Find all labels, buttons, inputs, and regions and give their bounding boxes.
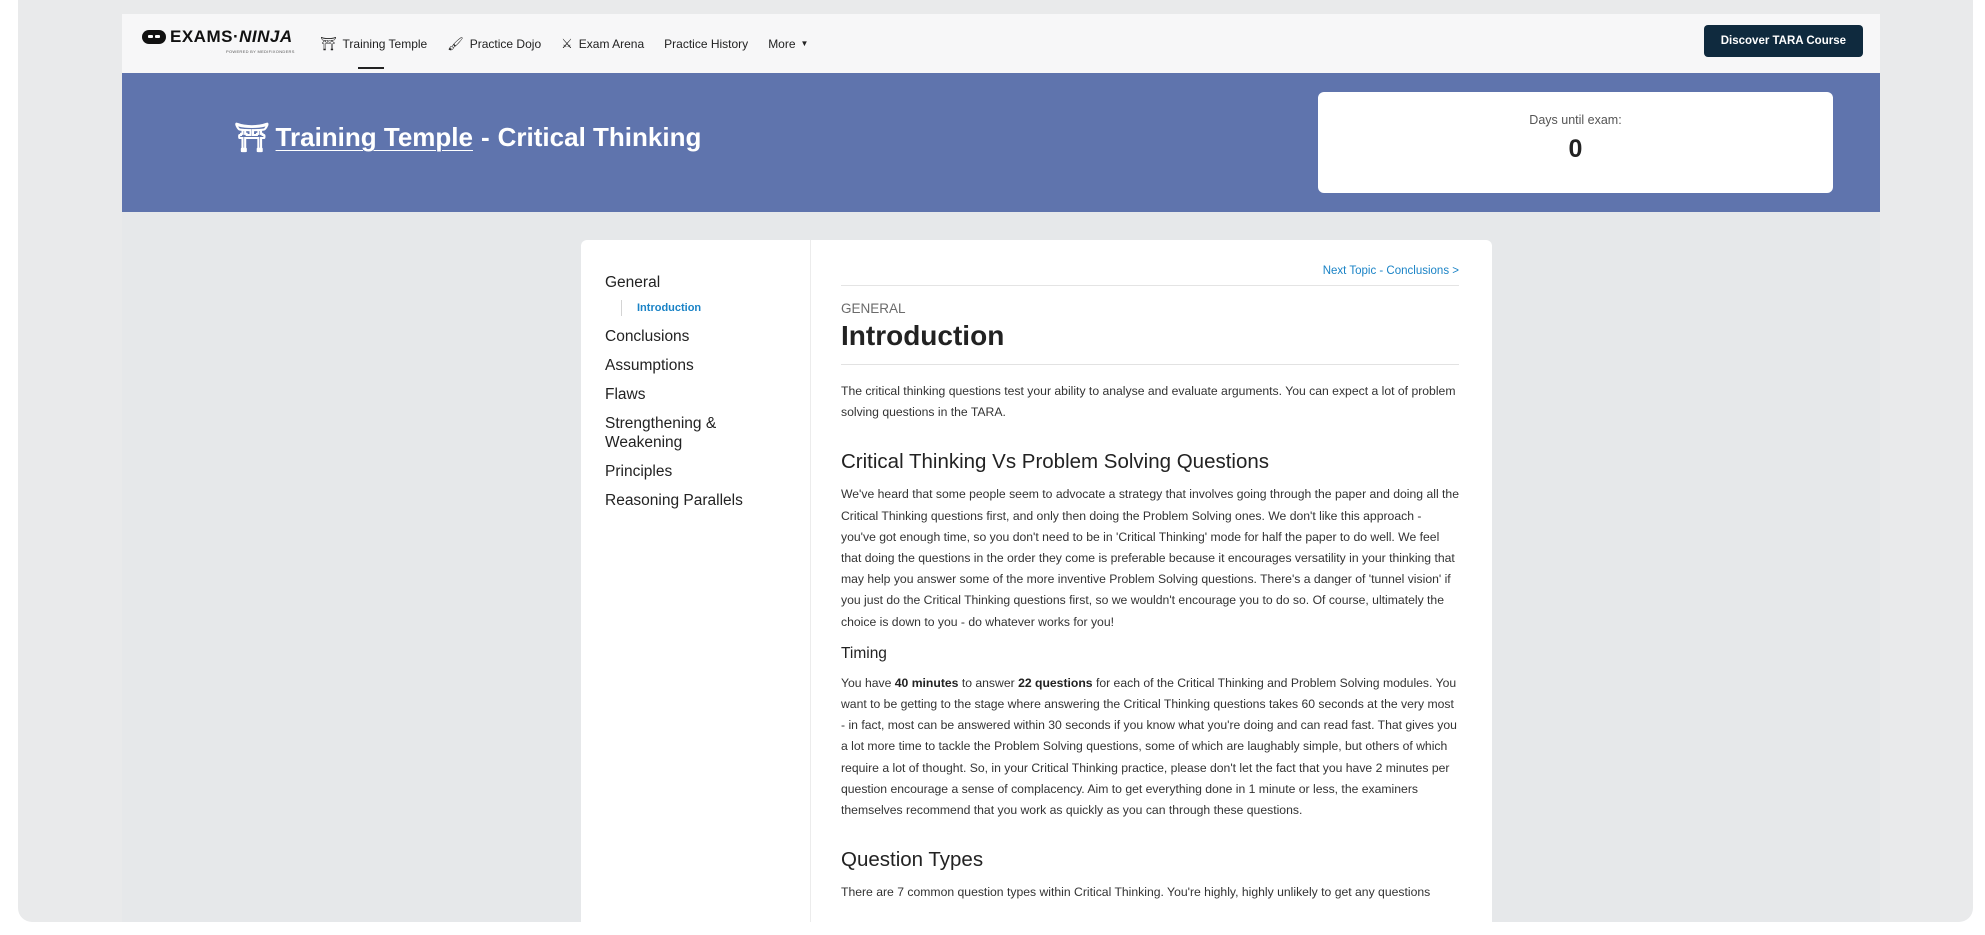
main-nav	[320, 14, 828, 73]
nav-label: Training Temple	[342, 36, 428, 51]
topic-list	[605, 273, 795, 520]
timing-paragraph	[841, 673, 1459, 821]
sidebar-item-conclusions[interactable]: Conclusions	[605, 328, 690, 345]
discover-tara-course-button[interactable]: Discover TARA Course	[1704, 25, 1863, 57]
topic-sidebar	[581, 240, 811, 922]
brush-icon: 🖌	[447, 35, 464, 51]
nav-more-dropdown[interactable]	[768, 14, 808, 73]
page	[122, 14, 1880, 922]
hero-banner	[122, 73, 1880, 212]
sidebar-item-general[interactable]: General	[605, 274, 661, 291]
nav-practice-dojo[interactable]	[447, 14, 541, 73]
training-temple-link[interactable]: Training Temple	[275, 122, 473, 152]
crossed-swords-icon: ⚔	[561, 35, 573, 51]
lesson-title: Introduction	[841, 320, 1459, 365]
heading-ct-vs-ps: Critical Thinking Vs Problem Solving Questions	[841, 450, 1270, 474]
countdown-value: 0	[1568, 135, 1583, 163]
torii-gate-icon: ⛩	[234, 122, 270, 153]
next-topic-link[interactable]: Next Topic - Conclusions >	[841, 265, 1459, 286]
timing-minutes: 40 minutes	[894, 675, 959, 690]
title-separator: -	[480, 122, 490, 152]
sidebar-item-flaws[interactable]: Flaws	[605, 386, 646, 403]
intro-paragraph: The critical thinking questions test your ability to analyse and evaluate arguments. You can expect a lot of problem solving questions in the TARA.	[841, 384, 1456, 420]
countdown-label: Days until exam:	[1529, 113, 1622, 127]
top-navbar	[122, 14, 1880, 74]
sidebar-item-reasoning-parallels[interactable]: Reasoning Parallels	[605, 492, 743, 509]
torii-gate-icon: ⛩	[320, 35, 337, 51]
timing-text: to answer	[958, 675, 1019, 690]
sidebar-subitem-introduction[interactable]: Introduction	[621, 300, 795, 316]
nav-label: Practice Dojo	[469, 36, 542, 51]
nav-exam-arena[interactable]	[561, 14, 644, 73]
question-types-paragraph: There are 7 common question types within Critical Thinking. You're highly, highly unlikely to get any questions	[841, 885, 1431, 900]
nav-training-temple[interactable]	[320, 14, 427, 73]
exam-countdown-card	[1318, 92, 1833, 193]
nav-label: Exam Arena	[578, 36, 645, 51]
logo-text: EXAMS·NINJA	[170, 27, 293, 46]
timing-text: for each of the Critical Thinking and Problem Solving modules. You want to be getting to the stage where answering the Critical Thinking questions takes 60 seconds at the very most - in fact, most can be answered within 30 seconds if you know what you're doing and can read fast. That gives you a lot more time to tackle the Problem Solving questions, some of which are laughably simple, but others of which require a lot of thought. So, in your Critical Thinking practice, please don't let the fact that you have 2 minutes per question encourage a sense of complacency. Aim to get everything done in 1 minute or less, the examiners themselves recommend that you work as quickly as you can through these questions.	[841, 675, 1457, 818]
page-title	[234, 121, 701, 154]
topic-title: Critical Thinking	[497, 122, 702, 152]
lesson-card	[581, 240, 1492, 922]
timing-text: You have	[841, 675, 895, 690]
ct-vs-ps-paragraph: We've heard that some people seem to advocate a strategy that involves going through the paper and doing all the Critical Thinking questions first, and only then doing the Problem Solving ones. We don't like this approach - you've got enough time, so you don't need to be in 'Critical Thinking' mode for half the paper to do well. We feel that doing the questions in the order they come is preferable because it encourages versatility in your thinking that may help you answer some of the more inventive Problem Solving questions. There's a danger of 'tunnel vision' if you just do the Critical Thinking questions first, so we wouldn't encourage you to do so. Of course, ultimately the choice is down to you - do whatever works for you!	[841, 487, 1459, 629]
nav-practice-history[interactable]	[664, 14, 748, 73]
nav-label: More	[768, 36, 796, 51]
browser-window	[18, 0, 1973, 922]
lesson-content	[841, 240, 1459, 903]
heading-timing: Timing	[841, 644, 887, 662]
sidebar-item-assumptions[interactable]: Assumptions	[605, 357, 694, 374]
exams-ninja-logo[interactable]	[142, 27, 295, 54]
timing-questions: 22 questions	[1018, 675, 1093, 690]
sidebar-item-strengthening-weakening[interactable]: Strengthening & Weakening	[605, 415, 717, 451]
section-eyebrow: GENERAL	[841, 301, 906, 316]
sidebar-item-principles[interactable]: Principles	[605, 463, 673, 480]
caret-down-icon: ▼	[800, 39, 809, 48]
logo-subtitle: POWERED BY MEDIFIXONDERS	[226, 49, 295, 54]
ninja-mask-icon	[142, 30, 166, 44]
nav-label: Practice History	[664, 36, 749, 51]
heading-question-types: Question Types	[841, 848, 984, 872]
